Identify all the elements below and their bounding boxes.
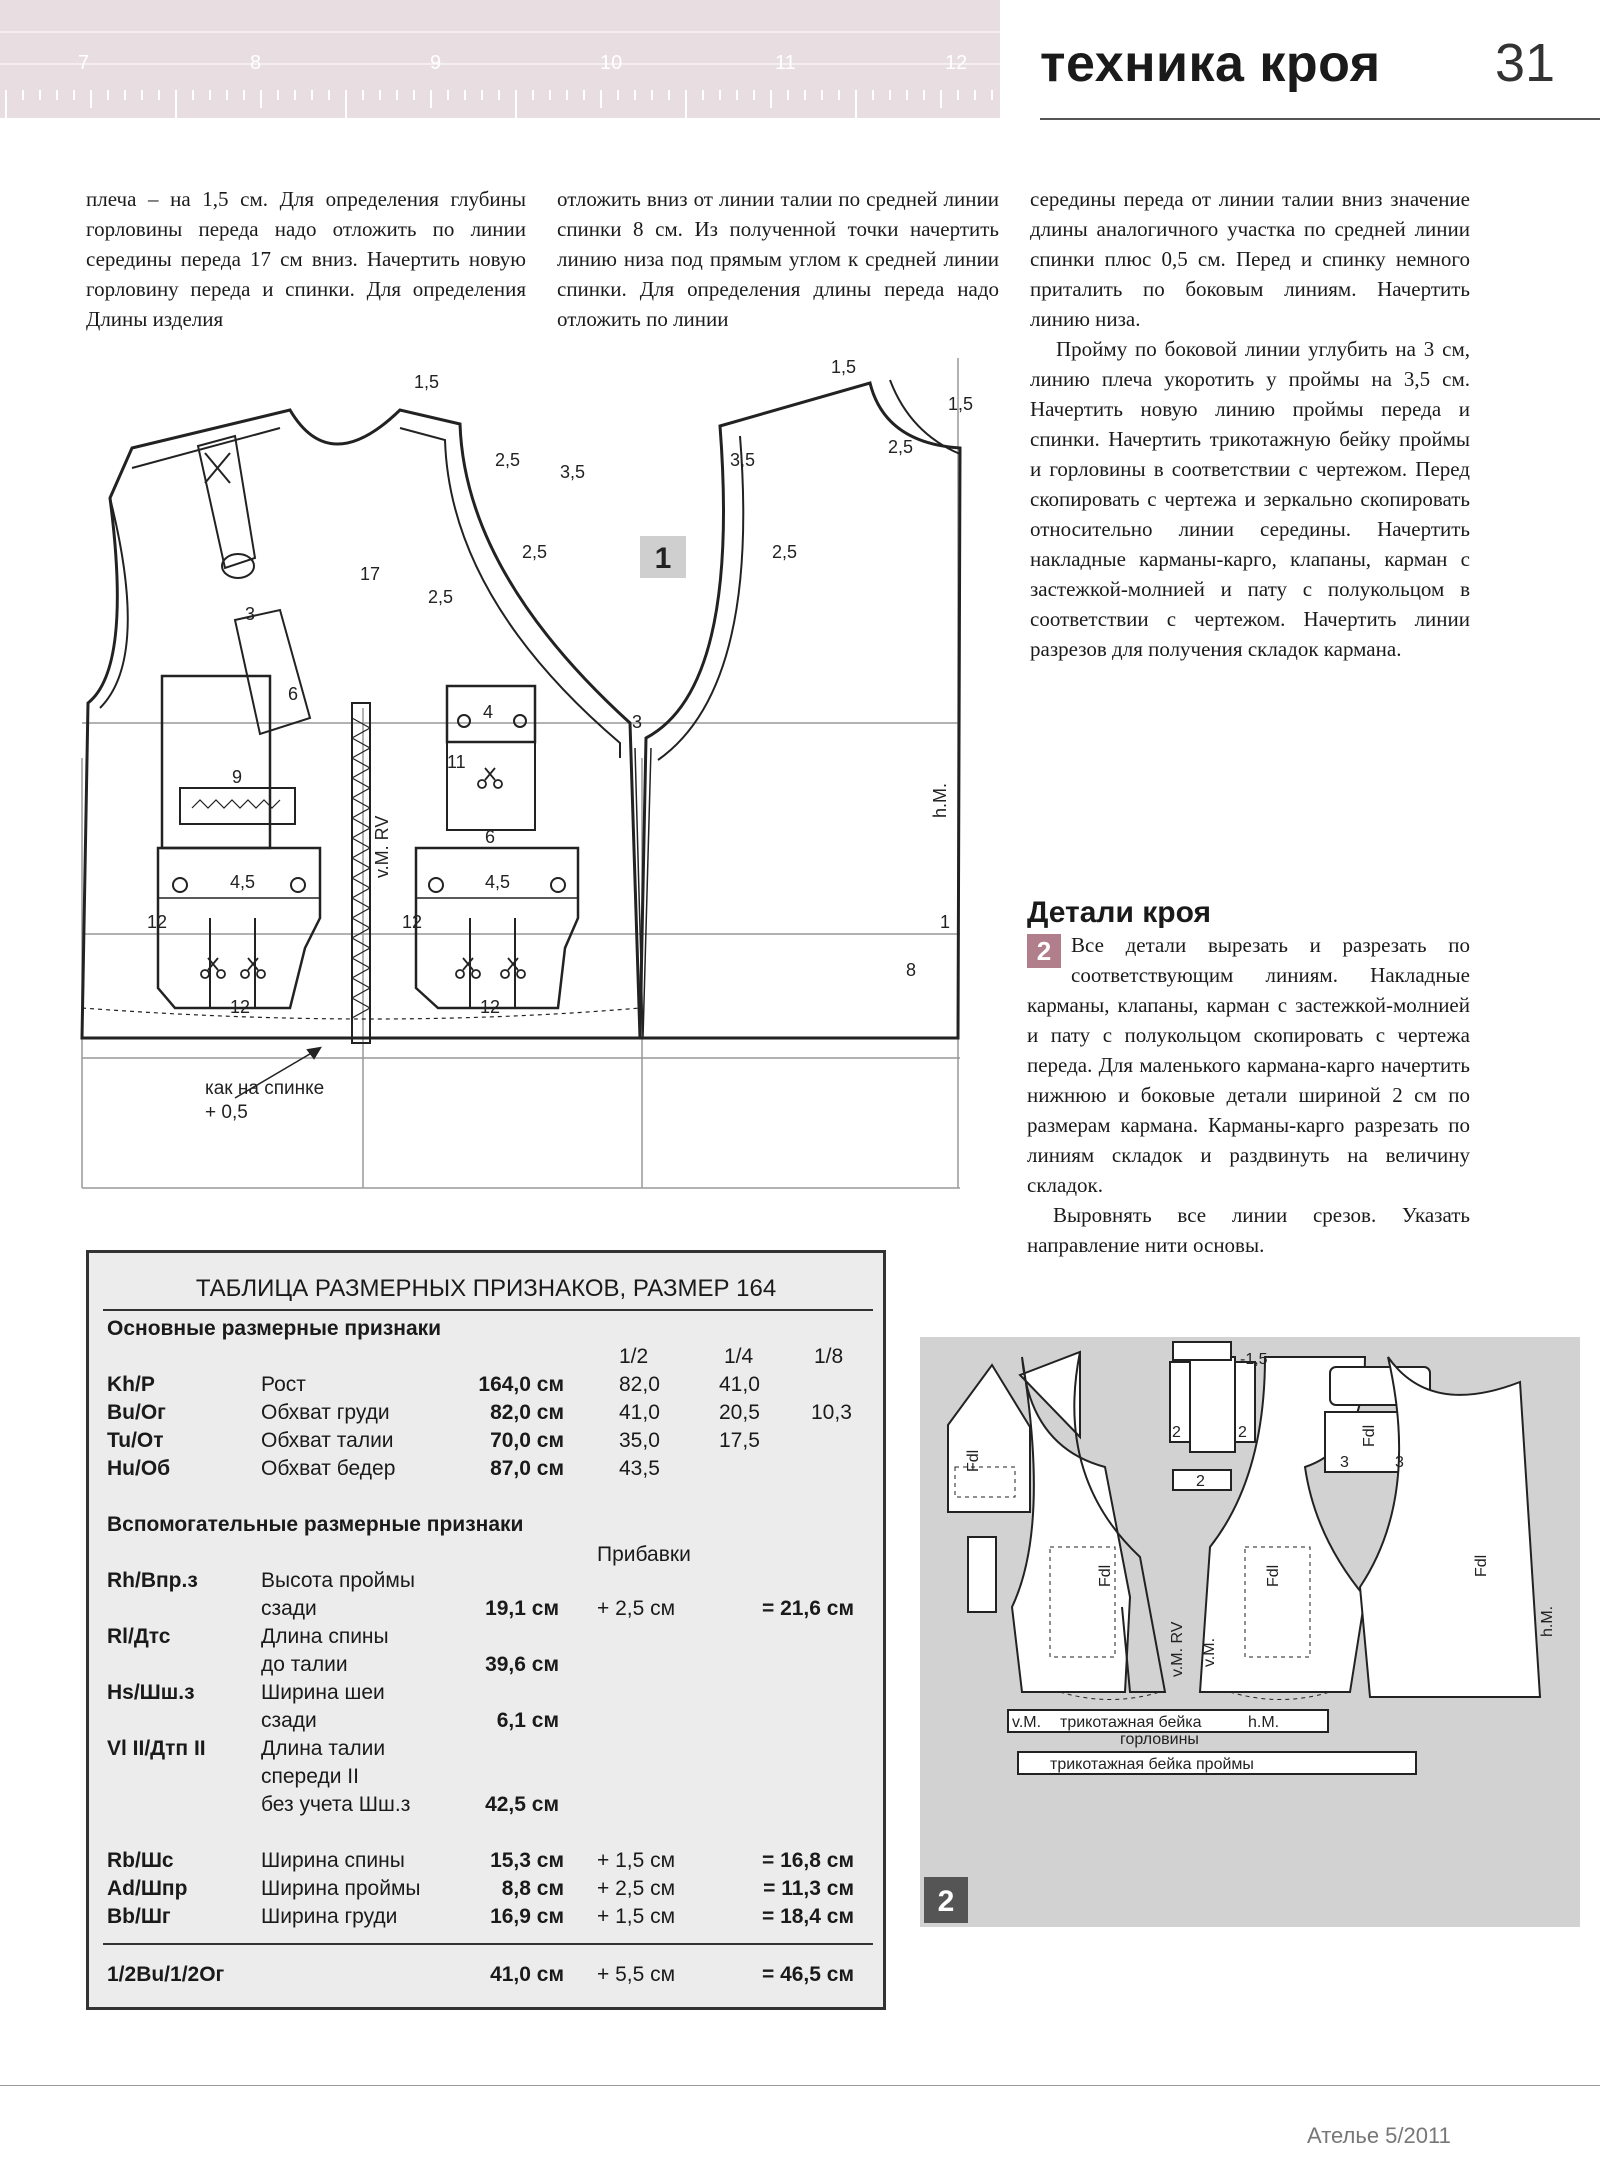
name-cell: спереди II — [261, 1765, 359, 1788]
value-cell: 15,3 см — [490, 1849, 564, 1872]
total-cell: = 21,6 см — [761, 1597, 854, 1620]
paragraph: середины переда от линии талии вниз значение длины аналогичного участка по средней линии спинки плюс 0,5 см. Перед и спинку немного приталить по боковым линиям. Начертить линию низа. — [1030, 187, 1470, 331]
code-cell: Rb/Шс — [107, 1849, 174, 1872]
center-front-label: v.M. RV — [372, 815, 392, 878]
name-cell: сзади — [261, 1597, 317, 1620]
ruler-number: 8 — [250, 52, 262, 74]
name-cell: до талии — [261, 1653, 348, 1676]
allowance-cell: + 2,5 см — [597, 1877, 676, 1900]
dim-label: 1,5 — [414, 372, 440, 392]
table-divider — [103, 1309, 873, 1311]
allowance-cell: + 2,5 см — [597, 1597, 676, 1620]
grain-label: Fdl — [1097, 1564, 1114, 1587]
value-cell: 8,8 см — [501, 1877, 564, 1900]
section-title: техника кроя — [1040, 35, 1381, 93]
dim-label: 4,5 — [485, 872, 511, 892]
dim-label: 17 — [360, 564, 381, 584]
paragraph: Выровнять все линии срезов. Указать направление нити основы. — [1027, 1203, 1470, 1257]
code-cell: 1/2Bu/1/2Ог — [107, 1963, 225, 1986]
allowance-cell: + 5,5 см — [597, 1963, 676, 1986]
allowance-cell: + 1,5 см — [597, 1849, 676, 1872]
dim-label: 8 — [906, 960, 917, 980]
dim-label: 2 — [1196, 1473, 1205, 1490]
code-cell: Hu/Об — [107, 1457, 171, 1480]
table-divider — [103, 1943, 873, 1945]
ruler-number: 12 — [945, 52, 968, 74]
name-cell: Рост — [261, 1373, 306, 1396]
dim-label: 1,5 — [947, 394, 973, 414]
value-cell: 6,1 см — [496, 1709, 559, 1732]
band-label: горловины — [1120, 1731, 1199, 1748]
total-cell: = 18,4 см — [761, 1905, 854, 1928]
paragraph: плеча – на 1,5 см. Для определения глубины горловины переда надо отложить по линии середины переда 17 см вниз. Начертить новую горловину переда и спинки. Для определения Длины изделия — [86, 187, 526, 331]
ruler-header — [0, 0, 1000, 118]
eighth-cell: 10,3 — [811, 1401, 852, 1424]
footer-issue: Ателье 5/2011 — [1307, 2123, 1451, 2148]
dim-label: 4,5 — [230, 872, 256, 892]
name-cell: Ширина проймы — [261, 1877, 421, 1900]
text-column-1 — [86, 184, 526, 334]
column-header: 1/4 — [724, 1345, 754, 1368]
name-cell: Длина талии — [261, 1737, 386, 1760]
center-back-label: h.M. — [1539, 1605, 1556, 1637]
figure-badge: 2 — [937, 1885, 955, 1918]
center-front-label: v.M. RV — [1169, 1621, 1186, 1677]
band-label: трикотажная бейка проймы — [1050, 1756, 1254, 1773]
dim-label: 12 — [480, 997, 501, 1017]
half-cell: 43,5 — [619, 1457, 660, 1480]
dim-label: 3,5 — [560, 462, 586, 482]
dim-label: 4 — [483, 702, 494, 722]
dim-label: 12 — [402, 912, 423, 932]
size-table — [86, 1250, 886, 2010]
pattern-drawing-1 — [80, 357, 973, 1198]
dim-label: 12 — [230, 997, 251, 1017]
dim-label: 3 — [632, 712, 643, 732]
paragraph: Все детали вырезать и разрезать по соответствующим линиям. Накладные карманы, клапаны, карман с застежкой-молнией и пату с полукольцом скопировать с чертежа переда. Для маленького кармана-карго начертить нижнюю и боковые детали шириной 2 см по размерам кармана. Карманы-карго разрезать по линиям складок и раздвинуть на величину складок. — [1027, 933, 1470, 1197]
grain-label: Fdl — [965, 1449, 982, 1472]
half-cell: 82,0 — [619, 1373, 660, 1396]
value-cell: 16,9 см — [490, 1905, 564, 1928]
value-cell: 41,0 см — [490, 1963, 564, 1986]
name-cell: сзади — [261, 1709, 317, 1732]
cut-pieces-diagram — [920, 1337, 1580, 1927]
footer-divider — [0, 2085, 1600, 2086]
table-section-head: Вспомогательные размерные признаки — [107, 1513, 524, 1536]
header-divider — [1040, 118, 1600, 120]
column-header: 1/2 — [619, 1345, 649, 1368]
dim-label: 2,5 — [522, 542, 548, 562]
dim-label: 2,5 — [495, 450, 521, 470]
value-cell: 19,1 см — [485, 1597, 559, 1620]
ruler-ticks — [0, 0, 1000, 118]
band-label: трикотажная бейка — [1060, 1714, 1202, 1731]
name-cell: Обхват талии — [261, 1429, 394, 1452]
value-cell: 42,5 см — [485, 1793, 559, 1816]
quarter-cell: 17,5 — [719, 1429, 760, 1452]
dim-label: 12 — [147, 912, 168, 932]
name-cell: без учета Шш.з — [261, 1793, 411, 1816]
total-cell: = 46,5 см — [761, 1963, 854, 1986]
name-cell: Обхват бедер — [261, 1457, 396, 1480]
grain-label: Fdl — [1473, 1554, 1490, 1577]
dim-label: 2 — [1238, 1424, 1247, 1441]
value-cell: 82,0 см — [490, 1401, 564, 1424]
dim-label: 9 — [232, 767, 243, 787]
center-back-label: h.M. — [930, 782, 950, 818]
dim-label: 2,5 — [772, 542, 798, 562]
dim-label: 11 — [447, 752, 466, 772]
paragraph: Пройму по боковой линии углубить на 3 см, линию плеча укоротить у проймы на 3,5 см. Начертить новую линию проймы переда и спинки. Начертить трикотажную бейку проймы и горловины в соответствии с чертежом. Перед скопировать с чертежа и зеркально скопировать относительно линии середины. Начертить накладные карманы-карго, клапаны, карман с застежкой-молнией и пату с полукольцом в соответствии с чертежом. Начертить линии разрезов для получения складок кармана. — [1030, 337, 1470, 661]
name-cell: Высота проймы — [261, 1569, 415, 1592]
value-cell: 39,6 см — [485, 1653, 559, 1676]
code-cell: Vl II/Дтп II — [107, 1737, 206, 1760]
quarter-cell: 20,5 — [719, 1401, 760, 1424]
allowance-cell: + 1,5 см — [597, 1905, 676, 1928]
paragraph: отложить вниз от линии талии по средней линии спинки 8 см. Из полученной точки начертить линию низа под прямым углом к средней линии спинки. Для определения длины переда надо отложить по линии — [557, 187, 999, 331]
table-section-head: Основные размерные признаки — [107, 1317, 442, 1340]
details-heading: Детали кроя — [1027, 896, 1212, 929]
note-label: как на спинке — [205, 1078, 325, 1099]
band-label: v.M. — [1012, 1714, 1042, 1731]
value-cell: 87,0 см — [490, 1457, 564, 1480]
code-cell: Rl/Дтс — [107, 1625, 171, 1648]
dim-label: 1,5 — [831, 357, 857, 377]
dim-label: 3,5 — [730, 450, 756, 470]
half-cell: 41,0 — [619, 1401, 660, 1424]
dim-label: 2 — [1172, 1424, 1181, 1441]
quarter-cell: 41,0 — [719, 1373, 760, 1396]
dim-label: 6 — [485, 827, 496, 847]
ruler-number: 7 — [78, 52, 90, 74]
total-cell: = 11,3 см — [763, 1877, 854, 1900]
band-label: h.M. — [1248, 1714, 1280, 1731]
center-front-label: v.M. — [1201, 1637, 1218, 1667]
name-cell: Обхват груди — [261, 1401, 390, 1424]
ruler-number: 9 — [430, 52, 442, 74]
code-cell: Tu/От — [107, 1429, 164, 1452]
ruler-number: 10 — [600, 52, 623, 74]
name-cell: Ширина спины — [261, 1849, 405, 1872]
half-cell: 35,0 — [619, 1429, 660, 1452]
name-cell: Длина спины — [261, 1625, 389, 1648]
dim-label: 3 — [1340, 1454, 1349, 1471]
dim-label: 6 — [288, 684, 299, 704]
note-label: + 0,5 — [205, 1102, 248, 1123]
text-column-3 — [1030, 184, 1470, 664]
name-cell: Ширина груди — [261, 1905, 398, 1928]
ruler-number: 11 — [775, 52, 796, 74]
total-cell: = 16,8 см — [761, 1849, 854, 1872]
name-cell: Ширина шеи — [261, 1681, 385, 1704]
value-cell: 164,0 см — [478, 1373, 564, 1396]
code-cell: Bu/Ог — [107, 1401, 166, 1424]
value-cell: 70,0 см — [490, 1429, 564, 1452]
dim-label: 3 — [245, 604, 256, 624]
code-cell: Kh/P — [107, 1373, 155, 1396]
column-header: Прибавки — [597, 1543, 691, 1566]
grain-label: Fdl — [1265, 1564, 1282, 1587]
page-number: 31 — [1495, 33, 1556, 93]
grain-label: Fdl — [1361, 1424, 1378, 1447]
text-column-2 — [557, 184, 999, 334]
details-text — [1027, 930, 1470, 1260]
code-cell: Rh/Впр.з — [107, 1569, 198, 1592]
figure-badge: 1 — [654, 542, 672, 575]
table-title: ТАБЛИЦА РАЗМЕРНЫХ ПРИЗНАКОВ, РАЗМЕР 164 — [195, 1275, 777, 1302]
code-cell: Hs/Шш.з — [107, 1681, 195, 1704]
details-badge: 2 — [1027, 934, 1061, 968]
dim-label: 2,5 — [888, 437, 914, 457]
code-cell: Ad/Шпр — [107, 1877, 188, 1900]
dim-label: 1 — [940, 912, 951, 932]
dim-label: -1,5 — [1240, 1351, 1268, 1368]
dim-label: 2,5 — [428, 587, 454, 607]
column-header: 1/8 — [814, 1345, 844, 1368]
code-cell: Bb/Шг — [107, 1905, 171, 1928]
dim-label: 3 — [1395, 1454, 1404, 1471]
